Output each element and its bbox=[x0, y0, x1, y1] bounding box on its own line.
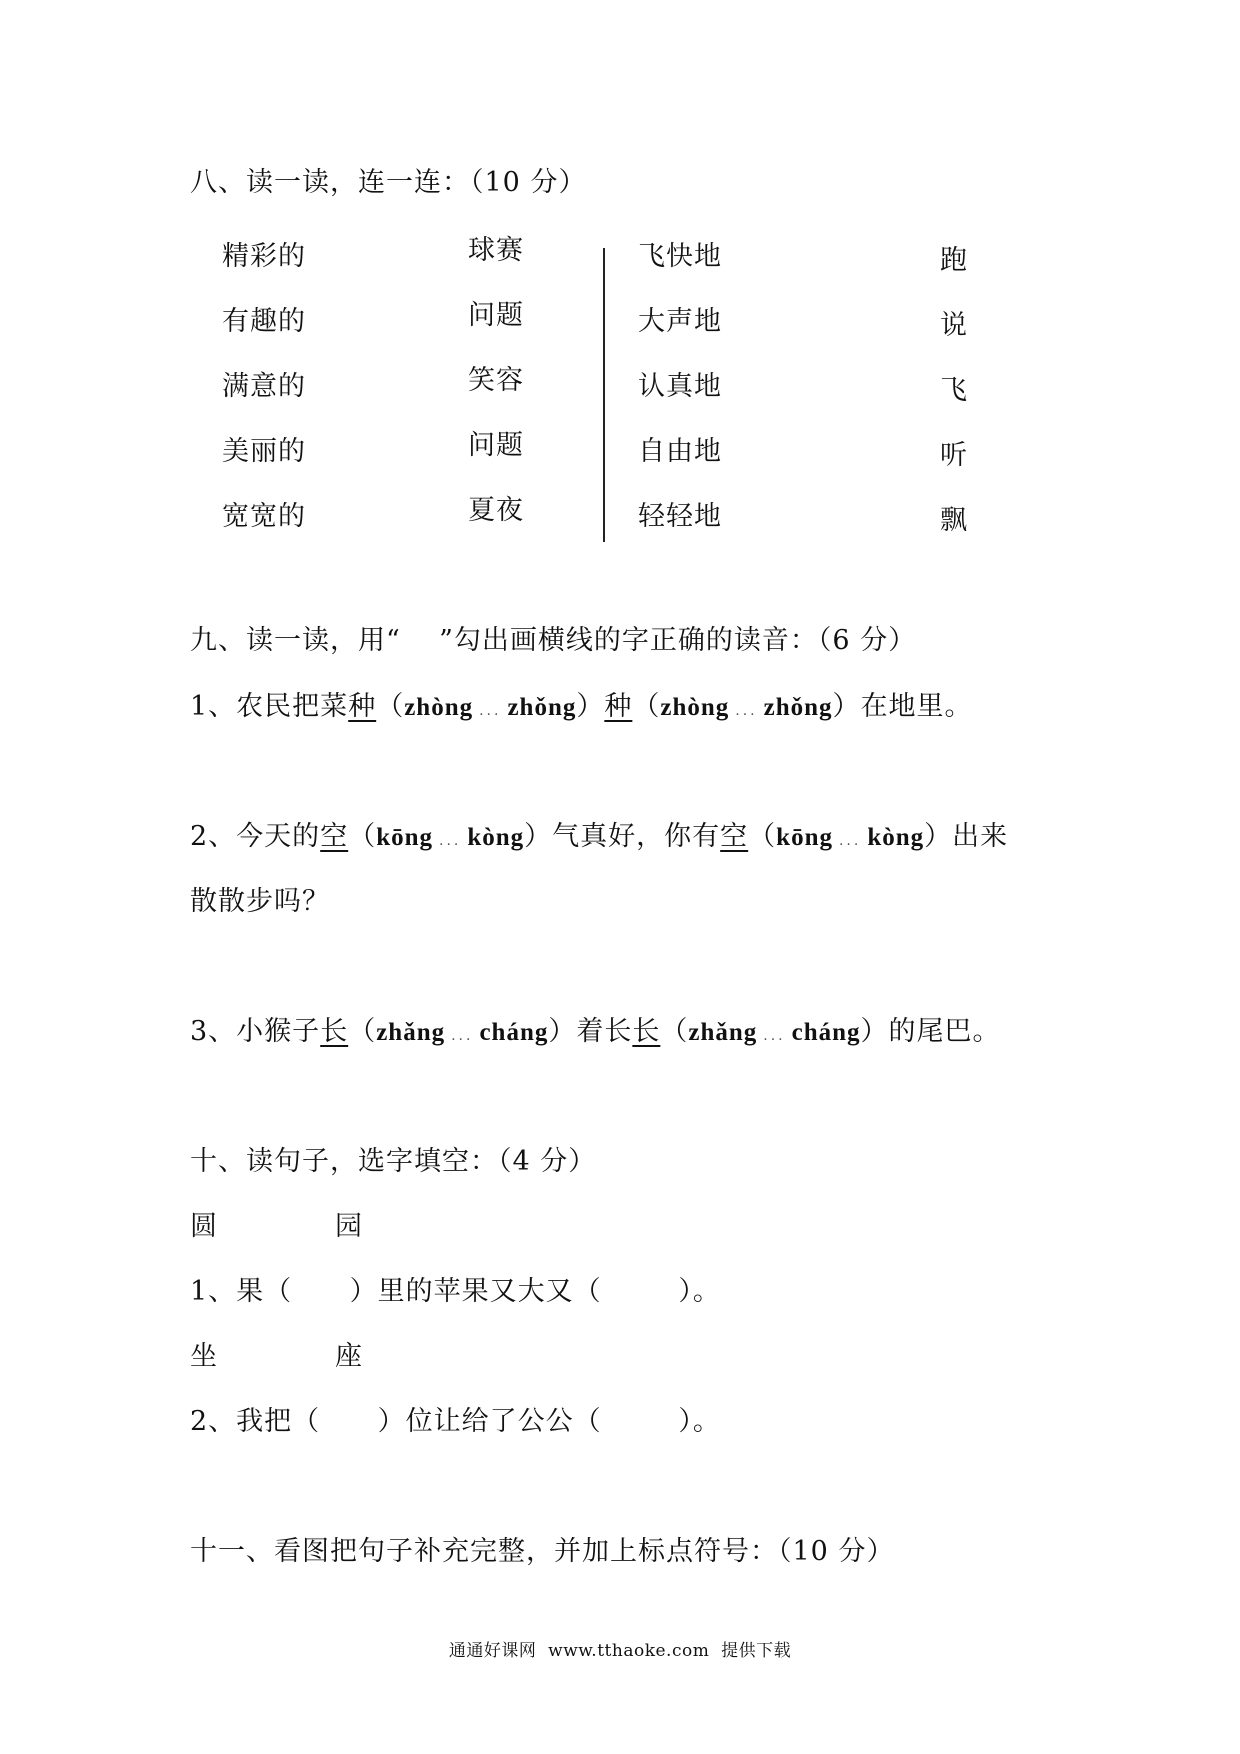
pinyin-option[interactable]: kòng bbox=[867, 824, 925, 851]
dot-separator: ... bbox=[763, 1028, 786, 1044]
pinyin-option[interactable]: zhòng bbox=[660, 694, 730, 721]
match-item: 飞快地 bbox=[638, 241, 722, 272]
match-item: 球赛 bbox=[468, 235, 524, 266]
dot-separator: ... bbox=[439, 833, 462, 849]
paren-open: （ bbox=[748, 821, 777, 852]
question-9-2-line2: 散散步吗？ bbox=[190, 886, 330, 917]
match-item: 认真地 bbox=[638, 371, 722, 402]
match-item: 有趣的 bbox=[222, 306, 306, 337]
question-text: 3、小猴子 bbox=[190, 1016, 321, 1047]
dot-separator: ... bbox=[451, 1028, 474, 1044]
match-item: 精彩的 bbox=[222, 241, 306, 272]
match-item: 自由地 bbox=[638, 436, 722, 467]
pinyin-option[interactable]: kōng bbox=[376, 824, 433, 851]
pinyin-option[interactable]: zhǎng bbox=[376, 1019, 446, 1046]
paren-close: ） bbox=[576, 691, 605, 722]
pinyin-option[interactable]: kōng bbox=[776, 824, 833, 851]
question-text: ）在地里。 bbox=[832, 691, 973, 722]
match-item: 飞 bbox=[940, 375, 968, 406]
pinyin-option[interactable]: kòng bbox=[467, 824, 525, 851]
pinyin-option[interactable]: zhǒng bbox=[763, 694, 833, 721]
match-item: 轻轻地 bbox=[638, 501, 722, 532]
section-8-title: 八、读一读，连一连：（10 分） bbox=[190, 167, 587, 198]
question-text: ）着长 bbox=[548, 1016, 633, 1047]
paren-open: （ bbox=[348, 1016, 377, 1047]
dot-separator: ... bbox=[735, 703, 758, 719]
question-text: ）气真好，你有 bbox=[524, 821, 721, 852]
fill-blank-sentence-2[interactable]: 2、我把（ ）位让给了公公（ ）。 bbox=[190, 1406, 721, 1437]
match-item: 说 bbox=[940, 310, 968, 341]
pinyin-option[interactable]: cháng bbox=[479, 1019, 549, 1046]
question-9-3 bbox=[190, 1015, 1001, 1053]
question-9-2 bbox=[190, 820, 1008, 858]
underlined-char: 长 bbox=[632, 1016, 661, 1047]
pinyin-option[interactable]: zhǎng bbox=[688, 1019, 758, 1046]
fill-blank-sentence-1[interactable]: 1、果（ ）里的苹果又大又（ ）。 bbox=[190, 1276, 721, 1307]
question-text: ）出来 bbox=[924, 821, 1009, 852]
match-item: 问题 bbox=[468, 430, 524, 461]
underlined-char: 种 bbox=[604, 691, 633, 722]
match-item: 美丽的 bbox=[222, 436, 306, 467]
question-9-1 bbox=[190, 690, 973, 728]
underlined-char: 种 bbox=[348, 691, 377, 722]
dot-separator: ... bbox=[838, 833, 862, 849]
paren-open: （ bbox=[660, 1016, 689, 1047]
underlined-char: 长 bbox=[320, 1016, 349, 1047]
question-text: 2、今天的 bbox=[190, 821, 321, 852]
paren-open: （ bbox=[348, 821, 377, 852]
paren-open: （ bbox=[376, 691, 405, 722]
section-11-title: 十一、看图把句子补充完整，并加上标点符号：（10 分） bbox=[190, 1536, 895, 1567]
divider-line bbox=[603, 248, 605, 542]
choice-char: 座 bbox=[335, 1341, 363, 1372]
match-item: 问题 bbox=[468, 300, 524, 331]
match-item: 大声地 bbox=[638, 306, 722, 337]
question-text: 1、农民把菜 bbox=[190, 691, 349, 722]
match-item: 飘 bbox=[940, 505, 968, 536]
underlined-char: 空 bbox=[720, 821, 749, 852]
pinyin-option[interactable]: zhòng bbox=[404, 694, 474, 721]
dot-separator: ... bbox=[479, 703, 502, 719]
underlined-char: 空 bbox=[320, 821, 349, 852]
match-item: 夏夜 bbox=[468, 495, 524, 526]
pinyin-option[interactable]: zhǒng bbox=[507, 694, 577, 721]
page-footer: 通通好课网 www.tthaoke.com 提供下载 bbox=[448, 1641, 792, 1661]
question-text: ）的尾巴。 bbox=[860, 1016, 1001, 1047]
pinyin-option[interactable]: cháng bbox=[791, 1019, 861, 1046]
section-10-title: 十、读句子，选字填空：（4 分） bbox=[190, 1146, 597, 1177]
section-9-title: 九、读一读，用“ ”勾出画横线的字正确的读音：（6 分） bbox=[190, 625, 917, 656]
paren-open: （ bbox=[632, 691, 661, 722]
choice-char: 坐 bbox=[190, 1341, 218, 1372]
match-item: 笑容 bbox=[468, 365, 524, 396]
match-item: 满意的 bbox=[222, 371, 306, 402]
match-item: 听 bbox=[940, 440, 968, 471]
match-item: 宽宽的 bbox=[222, 501, 306, 532]
choice-char: 圆 bbox=[190, 1211, 218, 1242]
choice-char: 园 bbox=[335, 1211, 363, 1242]
match-item: 跑 bbox=[940, 245, 968, 276]
